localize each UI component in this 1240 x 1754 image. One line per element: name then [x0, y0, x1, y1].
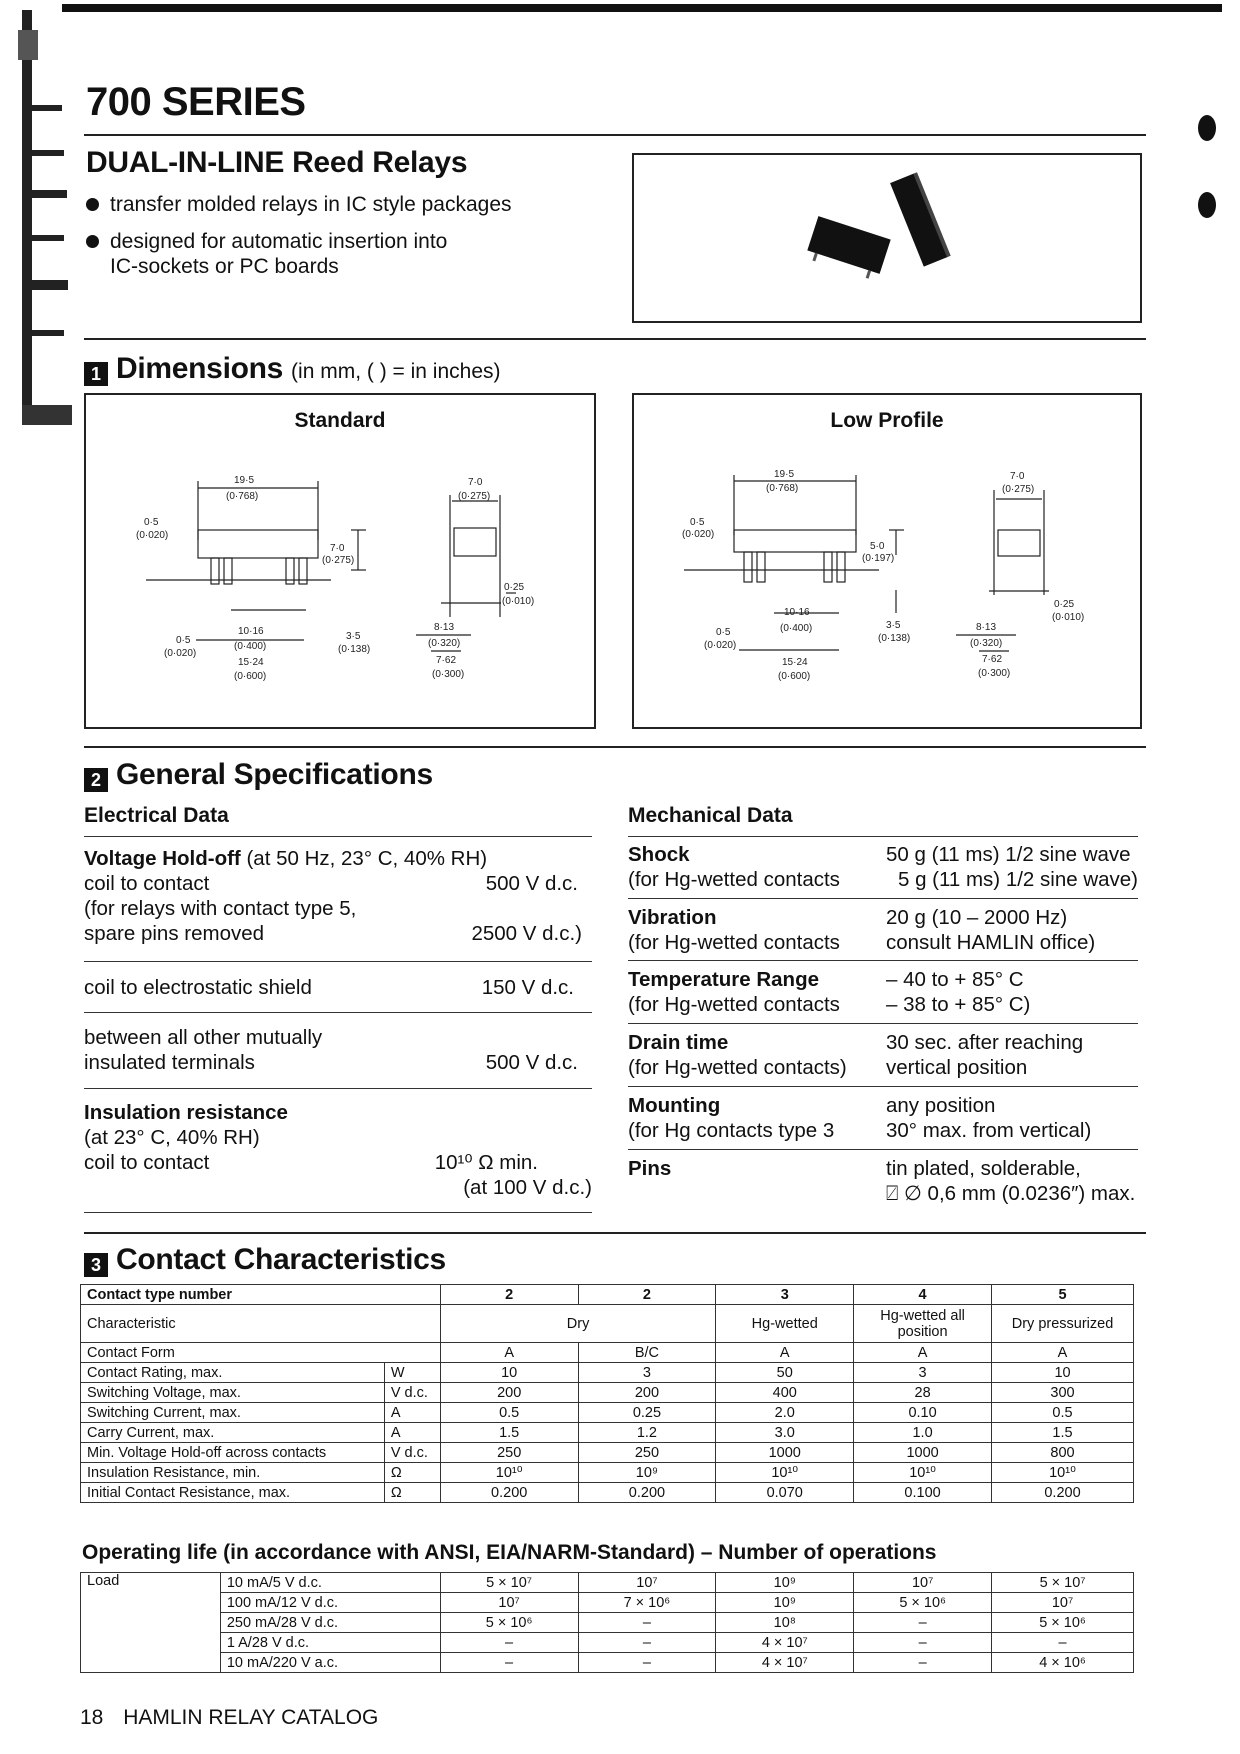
table-cell: A — [716, 1343, 854, 1363]
table-cell: Min. Voltage Hold-off across contacts — [81, 1443, 385, 1463]
electrical-rule-1 — [84, 961, 592, 962]
table-cell: 1.5 — [440, 1423, 578, 1443]
table-cell: 0.5 — [992, 1403, 1134, 1423]
table-cell: – — [854, 1653, 992, 1673]
hg-wetted-all-line-2: position — [897, 1323, 948, 1340]
coil-to-contact-label: coil to contact — [84, 872, 210, 895]
table-row — [81, 1633, 1134, 1653]
table-cell: 0.200 — [440, 1483, 578, 1503]
mech-name: Vibration — [628, 906, 717, 929]
table-cell: 250 mA/28 V d.c. — [220, 1613, 440, 1633]
general-title: General Specifications — [116, 758, 433, 791]
low-profile-label: Low Profile — [830, 409, 944, 432]
table-cell: 10 mA/5 V d.c. — [220, 1573, 440, 1593]
dim-label: (0·138) — [338, 644, 371, 655]
table-row — [81, 1343, 1134, 1363]
standard-dimension-drawing — [86, 395, 594, 727]
table-row — [81, 1363, 1134, 1383]
table-cell: Contact type number — [81, 1285, 441, 1305]
dim-label: (0·320) — [970, 638, 1003, 649]
other-terminals-value: 500 V d.c. — [485, 1051, 578, 1074]
table-cell: 3 — [716, 1285, 854, 1305]
bullet-item-1: transfer molded relays in IC style packages — [110, 193, 512, 216]
table-cell: 1000 — [854, 1443, 992, 1463]
dim-label: (0·020) — [682, 529, 715, 540]
dim-label: 0·25 — [504, 582, 525, 593]
standard-label: Standard — [294, 409, 386, 432]
bullet-item-2: designed for automatic insertion into — [110, 230, 448, 253]
table-cell: 5 × 10⁷ — [440, 1573, 578, 1593]
dim-label: (0·010) — [502, 596, 535, 607]
series-title: 700 SERIES — [86, 80, 306, 124]
table-cell: 100 mA/12 V d.c. — [220, 1593, 440, 1613]
table-cell: 1.2 — [578, 1423, 716, 1443]
table-row — [81, 1383, 1134, 1403]
mech-row — [628, 842, 1138, 898]
dim-label: 10·16 — [238, 626, 264, 637]
mech-sub: (for Hg-wetted contacts) — [628, 1056, 847, 1079]
table-cell: 10¹⁰ — [716, 1463, 854, 1483]
table-cell: Carry Current, max. — [81, 1423, 385, 1443]
dim-label: (0·400) — [234, 641, 267, 652]
dim-label: (0·020) — [704, 640, 737, 651]
table-cell: 5 × 10⁶ — [992, 1613, 1134, 1633]
catalog-name: HAMLIN RELAY CATALOG — [123, 1706, 379, 1729]
page-footer — [80, 1706, 378, 1730]
relays-note-1: (for relays with contact type 5, — [84, 897, 357, 920]
hg-wetted-all-line-1: Hg-wetted all — [880, 1307, 965, 1324]
table-cell: 4 × 10⁷ — [716, 1633, 854, 1653]
dim-label: (0·300) — [978, 668, 1011, 679]
table-cell: 800 — [992, 1443, 1134, 1463]
table-cell: Dry pressurized — [992, 1305, 1134, 1343]
dim-label: 19·5 — [774, 469, 795, 480]
table-cell: – — [578, 1653, 716, 1673]
table-cell: 0.070 — [716, 1483, 854, 1503]
dim-label: 8·13 — [434, 622, 455, 633]
table-row — [81, 1593, 1134, 1613]
table-cell: A — [384, 1403, 440, 1423]
table-cell: 10 — [992, 1363, 1134, 1383]
low-profile-dimension-box — [632, 393, 1142, 729]
mech-value-2: consult HAMLIN office) — [886, 931, 1096, 954]
table-row — [81, 1653, 1134, 1673]
dim-label: (0·400) — [780, 623, 813, 634]
table-cell: 4 × 10⁷ — [716, 1653, 854, 1673]
table-cell: 2.0 — [716, 1403, 854, 1423]
mech-value-2: 30° max. from vertical) — [886, 1119, 1092, 1142]
dim-label: (0·768) — [226, 491, 259, 502]
section-rule-1 — [84, 338, 1146, 340]
dim-label: (0·600) — [778, 671, 811, 682]
mech-sub: (for Hg-wetted contacts — [628, 993, 840, 1016]
contact-heading — [84, 1243, 446, 1277]
table-cell: 5 — [992, 1285, 1134, 1305]
table-cell: V d.c. — [384, 1383, 440, 1403]
table-cell: 10⁹ — [578, 1463, 716, 1483]
mech-value-1: any position — [886, 1094, 996, 1117]
table-cell: 0.5 — [440, 1403, 578, 1423]
table-cell: 5 × 10⁶ — [440, 1613, 578, 1633]
table-cell: 2 — [440, 1285, 578, 1305]
dim-label: 7·0 — [468, 477, 483, 488]
table-cell: 0.25 — [578, 1403, 716, 1423]
table-cell: 1 A/28 V d.c. — [220, 1633, 440, 1653]
table-cell: A — [854, 1343, 992, 1363]
contact-title: Contact Characteristics — [116, 1243, 446, 1276]
section-rule-2 — [84, 746, 1146, 748]
table-cell: 3 — [578, 1363, 716, 1383]
dim-label: 15·24 — [238, 657, 264, 668]
dim-label: (0·138) — [878, 633, 911, 644]
dim-label: 5·0 — [870, 541, 885, 552]
table-cell: 10 mA/220 V a.c. — [220, 1653, 440, 1673]
table-cell: 1.0 — [854, 1423, 992, 1443]
electrical-rule-3 — [84, 1088, 592, 1089]
table-row — [81, 1483, 1134, 1503]
dim-label: 7·62 — [982, 654, 1003, 665]
mech-row — [628, 1023, 1138, 1086]
dimensions-unit-note: (in mm, ( ) = in inches) — [291, 360, 501, 383]
mech-value-1: 50 g (11 ms) 1/2 sine wave — [885, 843, 1131, 866]
table-cell: – — [854, 1613, 992, 1633]
dim-label: 0·5 — [176, 635, 191, 646]
shield-row — [84, 975, 592, 1000]
table-cell: 0.100 — [854, 1483, 992, 1503]
dim-label: 7·62 — [436, 655, 457, 666]
table-row — [81, 1613, 1134, 1633]
table-row — [81, 1285, 1134, 1305]
table-cell: 200 — [578, 1383, 716, 1403]
table-cell: – — [440, 1633, 578, 1653]
table-cell: – — [440, 1653, 578, 1673]
table-cell: – — [992, 1633, 1134, 1653]
table-cell: Contact Rating, max. — [81, 1363, 385, 1383]
mech-sub: (for Hg-wetted contacts — [628, 868, 840, 891]
table-cell: 250 — [440, 1443, 578, 1463]
table-cell: W — [384, 1363, 440, 1383]
contact-characteristics-table — [80, 1284, 1134, 1503]
table-cell: 3 — [854, 1363, 992, 1383]
mech-value-1: 30 sec. after reaching — [886, 1031, 1084, 1054]
dim-label: (0·020) — [164, 648, 197, 659]
dim-label: (0·300) — [432, 669, 465, 680]
table-row — [81, 1423, 1134, 1443]
section-number-3: 3 — [84, 1253, 108, 1277]
table-cell: Insulation Resistance, min. — [81, 1463, 385, 1483]
table-cell: 10¹⁰ — [992, 1463, 1134, 1483]
table-cell: 10¹⁰ — [854, 1463, 992, 1483]
mech-row — [628, 898, 1138, 960]
operating-life-table — [80, 1572, 1134, 1673]
mech-value-2: vertical position — [886, 1056, 1028, 1079]
table-cell: 4 × 10⁶ — [992, 1653, 1134, 1673]
dim-label: 7·0 — [330, 543, 345, 554]
table-cell: – — [578, 1633, 716, 1653]
section-number-2: 2 — [84, 768, 108, 792]
voltage-holdoff-condition: (at 50 Hz, 23° C, 40% RH) — [246, 847, 488, 870]
margin-dot-2 — [1198, 192, 1216, 218]
dim-label: (0·010) — [1052, 612, 1085, 623]
relay-photo — [634, 155, 1140, 321]
table-cell: A — [440, 1343, 578, 1363]
dim-label: 0·5 — [144, 517, 159, 528]
shield-label: coil to electrostatic shield — [84, 976, 312, 999]
mech-name: Drain time — [628, 1031, 729, 1054]
table-cell: Ω — [384, 1483, 440, 1503]
dim-label: 0·5 — [716, 627, 731, 638]
margin-dot-1 — [1198, 115, 1216, 141]
other-terminals-row — [84, 1025, 592, 1075]
dim-label: (0·197) — [862, 553, 895, 564]
electrical-data-heading: Electrical Data — [84, 804, 229, 827]
dim-label: (0·275) — [458, 491, 491, 502]
table-cell: 7 × 10⁶ — [578, 1593, 716, 1613]
mech-value-2: ⍁ ∅ 0,6 mm (0.0236″) max. — [886, 1182, 1136, 1205]
table-cell: B/C — [578, 1343, 716, 1363]
mech-sub: (for Hg-wetted contacts — [628, 931, 840, 954]
table-cell: Switching Voltage, max. — [81, 1383, 385, 1403]
relays-note-value: 2500 V d.c.) — [471, 922, 582, 945]
dim-label: 0·25 — [1054, 599, 1075, 610]
table-cell: 200 — [440, 1383, 578, 1403]
table-cell: 0.200 — [992, 1483, 1134, 1503]
insulation-value: 10¹⁰ Ω min. — [434, 1151, 538, 1174]
voltage-holdoff-label: Voltage Hold-off — [84, 847, 241, 870]
table-cell: 0.200 — [578, 1483, 716, 1503]
mech-value-2: 5 g (11 ms) 1/2 sine wave) — [897, 868, 1139, 891]
table-cell: 1.5 — [992, 1423, 1134, 1443]
table-cell: 10 — [440, 1363, 578, 1383]
table-cell: 10¹⁰ — [440, 1463, 578, 1483]
table-row — [81, 1573, 1134, 1593]
general-bottom-rule-left — [84, 1212, 592, 1213]
dim-label: (0·600) — [234, 671, 267, 682]
table-cell: 5 × 10⁷ — [992, 1573, 1134, 1593]
table-cell: 250 — [578, 1443, 716, 1463]
mech-name: Shock — [628, 843, 690, 866]
table-cell: 4 — [854, 1285, 992, 1305]
table-cell: – — [854, 1633, 992, 1653]
insulation-row — [84, 1100, 592, 1200]
table-cell: 10⁹ — [716, 1573, 854, 1593]
dim-label: 7·0 — [1010, 471, 1025, 482]
other-terminals-label-1: between all other mutually — [84, 1026, 323, 1049]
table-cell: 400 — [716, 1383, 854, 1403]
operating-life-title: Operating life (in accordance with ANSI, EIA/NARM-Standard) – Number of operations — [82, 1541, 937, 1564]
shield-value: 150 V d.c. — [481, 976, 574, 999]
table-cell: Dry — [440, 1305, 716, 1343]
table-cell: 0.10 — [854, 1403, 992, 1423]
table-cell: 5 × 10⁶ — [854, 1593, 992, 1613]
table-cell: Contact Form — [81, 1343, 441, 1363]
table-row — [81, 1403, 1134, 1423]
mech-name: Mounting — [628, 1094, 721, 1117]
table-cell: 10⁸ — [716, 1613, 854, 1633]
mechanical-data — [628, 842, 1138, 1211]
table-cell: 2 — [578, 1285, 716, 1305]
bullet-item-2-continued: IC-sockets or PC boards — [110, 255, 339, 278]
table-cell — [854, 1305, 992, 1343]
standard-dimension-box — [84, 393, 596, 729]
page-number: 18 — [80, 1706, 104, 1729]
product-subtitle: DUAL-IN-LINE Reed Relays — [86, 146, 468, 179]
dim-label: 8·13 — [976, 622, 997, 633]
product-photo-box — [632, 153, 1142, 323]
mech-value-2: – 38 to + 85° C) — [886, 993, 1031, 1016]
table-cell: 10⁹ — [716, 1593, 854, 1613]
general-heading — [84, 758, 433, 792]
mech-row — [628, 960, 1138, 1023]
dim-label: (0·768) — [766, 483, 799, 494]
dim-label: (0·320) — [428, 638, 461, 649]
mech-value-1: 20 g (10 – 2000 Hz) — [886, 906, 1068, 929]
coil-to-contact-value: 500 V d.c. — [485, 872, 578, 895]
table-cell: A — [992, 1343, 1134, 1363]
mech-value-1: – 40 to + 85° C — [886, 968, 1024, 991]
dim-label: 10·16 — [784, 607, 810, 618]
mechanical-head-rule — [628, 836, 1138, 837]
dim-label: 3·5 — [346, 631, 361, 642]
table-cell: 10⁷ — [854, 1573, 992, 1593]
dimensions-heading — [84, 352, 501, 386]
table-cell: V d.c. — [384, 1443, 440, 1463]
table-cell: 3.0 — [716, 1423, 854, 1443]
table-row — [81, 1443, 1134, 1463]
load-label: Load — [81, 1573, 221, 1673]
electrical-head-rule — [84, 836, 592, 837]
page-edge-scan-marks — [0, 10, 72, 425]
mech-row — [628, 1086, 1138, 1149]
table-cell: 10⁷ — [992, 1593, 1134, 1613]
table-cell: Characteristic — [81, 1305, 441, 1343]
dim-label: 15·24 — [782, 657, 808, 668]
low-profile-dimension-drawing — [634, 395, 1140, 727]
mech-name: Pins — [628, 1157, 672, 1180]
mech-name: Temperature Range — [628, 968, 820, 991]
table-cell: Initial Contact Resistance, max. — [81, 1483, 385, 1503]
dim-label: (0·020) — [136, 530, 169, 541]
mechanical-data-heading: Mechanical Data — [628, 804, 793, 827]
mech-value-1: tin plated, solderable, — [886, 1157, 1081, 1180]
section-number-1: 1 — [84, 362, 108, 386]
table-cell: Switching Current, max. — [81, 1403, 385, 1423]
table-cell: 1000 — [716, 1443, 854, 1463]
dim-label: (0·275) — [1002, 484, 1035, 495]
insulation-condition: (at 23° C, 40% RH) — [84, 1126, 260, 1149]
top-rule — [62, 4, 1222, 12]
dim-label: 0·5 — [690, 517, 705, 528]
table-row — [81, 1463, 1134, 1483]
table-row — [81, 1305, 1134, 1343]
table-cell: 50 — [716, 1363, 854, 1383]
insulation-value-condition: (at 100 V d.c.) — [463, 1176, 592, 1199]
dim-label: 3·5 — [886, 620, 901, 631]
section-rule-3 — [84, 1232, 1146, 1234]
header-rule — [84, 134, 1146, 136]
insulation-resistance-label: Insulation resistance — [84, 1101, 288, 1124]
dim-label: (0·275) — [322, 555, 355, 566]
table-cell: 10⁷ — [578, 1573, 716, 1593]
other-terminals-label-2: insulated terminals — [84, 1051, 255, 1074]
insulation-coil-contact: coil to contact — [84, 1151, 210, 1174]
mech-row — [628, 1149, 1138, 1211]
dimensions-title: Dimensions — [116, 352, 284, 385]
mech-sub: (for Hg contacts type 3 — [628, 1119, 835, 1142]
electrical-data — [84, 846, 592, 946]
dim-label: 19·5 — [234, 475, 255, 486]
table-cell: Hg-wetted — [716, 1305, 854, 1343]
table-cell: 10⁷ — [440, 1593, 578, 1613]
electrical-rule-2 — [84, 1012, 592, 1013]
table-cell: Ω — [384, 1463, 440, 1483]
table-cell: – — [578, 1613, 716, 1633]
table-cell: 28 — [854, 1383, 992, 1403]
table-cell: A — [384, 1423, 440, 1443]
table-cell: 300 — [992, 1383, 1134, 1403]
relays-note-2: spare pins removed — [84, 922, 265, 945]
